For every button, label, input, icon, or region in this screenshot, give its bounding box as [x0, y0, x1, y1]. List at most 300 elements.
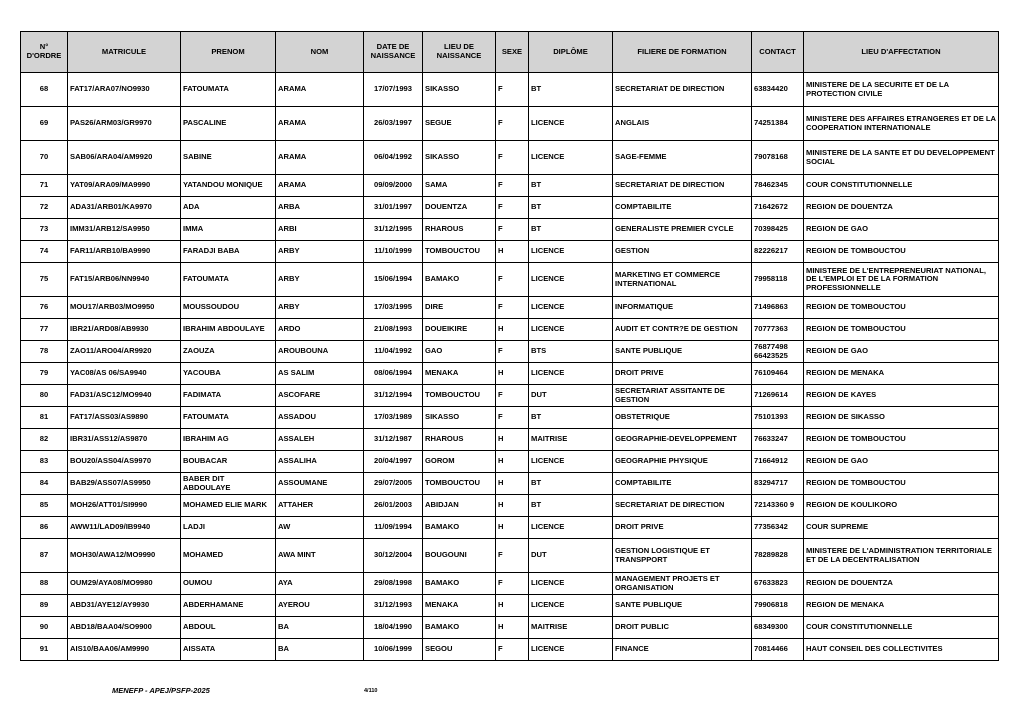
cell-sex: F	[496, 197, 529, 219]
cell-training-field: COMPTABILITE	[613, 197, 752, 219]
cell-contact: 76109464	[752, 363, 804, 385]
cell-assignment-place: REGION DE GAO	[804, 219, 999, 241]
cell-first-name: BOUBACAR	[181, 451, 276, 473]
cell-training-field: ANGLAIS	[613, 107, 752, 141]
cell-birth-date: 29/08/1998	[364, 573, 423, 595]
cell-matricule: YAT09/ARA09/MA9990	[68, 175, 181, 197]
cell-diploma: LICENCE	[529, 639, 613, 661]
cell-sex: F	[496, 73, 529, 107]
cell-sex: F	[496, 175, 529, 197]
cell-training-field: SECRETARIAT DE DIRECTION	[613, 73, 752, 107]
cell-birth-place: MENAKA	[423, 595, 496, 617]
cell-matricule: FAR11/ARB10/BA9990	[68, 241, 181, 263]
table-body	[21, 73, 999, 661]
cell-last-name: ARAMA	[276, 107, 364, 141]
cell-assignment-place: MINISTERE DE LA SANTE ET DU DEVELOPPEMENT SOCIAL	[804, 141, 999, 175]
cell-assignment-place: REGION DE KAYES	[804, 385, 999, 407]
cell-last-name: BA	[276, 617, 364, 639]
table-row	[21, 639, 999, 661]
cell-sex: H	[496, 429, 529, 451]
cell-matricule: ZAO11/ARO04/AR9920	[68, 341, 181, 363]
cell-contact: 71642672	[752, 197, 804, 219]
cell-order-number: 76	[21, 297, 68, 319]
cell-contact: 70814466	[752, 639, 804, 661]
table-row	[21, 429, 999, 451]
cell-order-number: 84	[21, 473, 68, 495]
cell-first-name: FATOUMATA	[181, 73, 276, 107]
cell-first-name: SABINE	[181, 141, 276, 175]
cell-diploma: BT	[529, 407, 613, 429]
cell-order-number: 87	[21, 539, 68, 573]
cell-birth-place: TOMBOUCTOU	[423, 385, 496, 407]
cell-birth-date: 20/04/1997	[364, 451, 423, 473]
cell-birth-date: 17/07/1993	[364, 73, 423, 107]
cell-diploma: LICENCE	[529, 595, 613, 617]
page-number: 4/110	[364, 688, 378, 694]
cell-sex: F	[496, 341, 529, 363]
cell-assignment-place: MINISTERE DE L'ADMINISTRATION TERRITORIALE ET DE LA DECENTRALISATION	[804, 539, 999, 573]
header-matricule: MATRICULE	[68, 32, 181, 73]
cell-contact: 79958118	[752, 263, 804, 297]
cell-assignment-place: REGION DE KOULIKORO	[804, 495, 999, 517]
cell-assignment-place: MINISTERE DES AFFAIRES ETRANGERES ET DE LA COOPERATION INTERNATIONALE	[804, 107, 999, 141]
header-diploma: DIPLÔME	[529, 32, 613, 73]
cell-diploma: LICENCE	[529, 363, 613, 385]
cell-diploma: LICENCE	[529, 319, 613, 341]
cell-matricule: ABD31/AYE12/AY9930	[68, 595, 181, 617]
header-sex: SEXE	[496, 32, 529, 73]
table-row	[21, 219, 999, 241]
cell-assignment-place: REGION DE DOUENTZA	[804, 197, 999, 219]
table-row	[21, 241, 999, 263]
cell-first-name: IBRAHIM AG	[181, 429, 276, 451]
cell-training-field: FINANCE	[613, 639, 752, 661]
cell-birth-place: TOMBOUCTOU	[423, 473, 496, 495]
table-row	[21, 617, 999, 639]
cell-birth-place: SIKASSO	[423, 73, 496, 107]
cell-contact: 75101393	[752, 407, 804, 429]
cell-sex: F	[496, 639, 529, 661]
cell-birth-date: 31/12/1994	[364, 385, 423, 407]
cell-birth-date: 10/06/1999	[364, 639, 423, 661]
table-row	[21, 573, 999, 595]
cell-first-name: BABER DIT ABDOULAYE	[181, 473, 276, 495]
cell-first-name: OUMOU	[181, 573, 276, 595]
cell-matricule: FAT17/ARA07/NO9930	[68, 73, 181, 107]
cell-order-number: 77	[21, 319, 68, 341]
cell-diploma: LICENCE	[529, 517, 613, 539]
cell-first-name: FATOUMATA	[181, 407, 276, 429]
cell-birth-date: 11/04/1992	[364, 341, 423, 363]
cell-training-field: SECRETARIAT DE DIRECTION	[613, 495, 752, 517]
header-first-name: PRENOM	[181, 32, 276, 73]
cell-birth-date: 31/12/1993	[364, 595, 423, 617]
cell-matricule: MOU17/ARB03/MO9950	[68, 297, 181, 319]
cell-first-name: MOHAMED ELIE MARK	[181, 495, 276, 517]
table-row	[21, 319, 999, 341]
cell-assignment-place: REGION DE TOMBOUCTOU	[804, 429, 999, 451]
table-row	[21, 517, 999, 539]
cell-last-name: ASSADOU	[276, 407, 364, 429]
cell-order-number: 75	[21, 263, 68, 297]
cell-sex: F	[496, 407, 529, 429]
cell-assignment-place: HAUT CONSEIL DES COLLECTIVITES	[804, 639, 999, 661]
cell-training-field: OBSTETRIQUE	[613, 407, 752, 429]
cell-birth-place: BAMAKO	[423, 517, 496, 539]
cell-first-name: AISSATA	[181, 639, 276, 661]
cell-birth-place: ABIDJAN	[423, 495, 496, 517]
cell-last-name: AWA MINT	[276, 539, 364, 573]
cell-contact: 71496863	[752, 297, 804, 319]
cell-training-field: GENERALISTE PREMIER CYCLE	[613, 219, 752, 241]
cell-diploma: LICENCE	[529, 141, 613, 175]
cell-contact: 71269614	[752, 385, 804, 407]
cell-last-name: BA	[276, 639, 364, 661]
cell-first-name: ADA	[181, 197, 276, 219]
cell-sex: H	[496, 495, 529, 517]
cell-training-field: GEOGRAPHIE-DEVELOPPEMENT	[613, 429, 752, 451]
cell-training-field: GEOGRAPHIE PHYSIQUE	[613, 451, 752, 473]
cell-contact: 70777363	[752, 319, 804, 341]
header-order-number: N° D'ORDRE	[21, 32, 68, 73]
cell-order-number: 91	[21, 639, 68, 661]
cell-sex: H	[496, 363, 529, 385]
cell-sex: H	[496, 517, 529, 539]
cell-contact: 72143360 9	[752, 495, 804, 517]
table-row	[21, 73, 999, 107]
cell-sex: F	[496, 141, 529, 175]
cell-last-name: ARBA	[276, 197, 364, 219]
cell-diploma: DUT	[529, 385, 613, 407]
cell-order-number: 80	[21, 385, 68, 407]
header-contact: CONTACT	[752, 32, 804, 73]
cell-matricule: YAC08/AS 06/SA9940	[68, 363, 181, 385]
cell-first-name: YACOUBA	[181, 363, 276, 385]
table-row	[21, 407, 999, 429]
cell-order-number: 71	[21, 175, 68, 197]
cell-training-field: DROIT PUBLIC	[613, 617, 752, 639]
cell-last-name: ATTAHER	[276, 495, 364, 517]
cell-contact: 77356342	[752, 517, 804, 539]
cell-training-field: SANTE PUBLIQUE	[613, 595, 752, 617]
cell-training-field: MARKETING ET COMMERCE INTERNATIONAL	[613, 263, 752, 297]
cell-diploma: BT	[529, 197, 613, 219]
cell-matricule: MOH30/AWA12/MO9990	[68, 539, 181, 573]
table-row	[21, 495, 999, 517]
cell-matricule: BOU20/ASS04/AS9970	[68, 451, 181, 473]
cell-birth-place: RHAROUS	[423, 429, 496, 451]
cell-last-name: ASSALIHA	[276, 451, 364, 473]
cell-order-number: 78	[21, 341, 68, 363]
cell-last-name: ASCOFARE	[276, 385, 364, 407]
cell-diploma: MAITRISE	[529, 429, 613, 451]
cell-last-name: AW	[276, 517, 364, 539]
cell-assignment-place: MINISTERE DE LA SECURITE ET DE LA PROTECTION CIVILE	[804, 73, 999, 107]
cell-last-name: ARBY	[276, 263, 364, 297]
cell-birth-date: 21/08/1993	[364, 319, 423, 341]
cell-matricule: FAT15/ARB06/NN9940	[68, 263, 181, 297]
cell-assignment-place: COUR CONSTITUTIONNELLE	[804, 617, 999, 639]
cell-birth-place: SEGOU	[423, 639, 496, 661]
cell-matricule: FAD31/ASC12/MO9940	[68, 385, 181, 407]
cell-last-name: AYA	[276, 573, 364, 595]
cell-first-name: ZAOUZA	[181, 341, 276, 363]
cell-order-number: 72	[21, 197, 68, 219]
cell-last-name: AROUBOUNA	[276, 341, 364, 363]
cell-sex: F	[496, 573, 529, 595]
cell-diploma: BT	[529, 473, 613, 495]
assignment-table	[20, 31, 999, 661]
cell-birth-date: 31/12/1987	[364, 429, 423, 451]
cell-contact: 63834420	[752, 73, 804, 107]
cell-sex: F	[496, 219, 529, 241]
cell-assignment-place: REGION DE TOMBOUCTOU	[804, 297, 999, 319]
cell-birth-place: BAMAKO	[423, 263, 496, 297]
cell-diploma: MAITRISE	[529, 617, 613, 639]
cell-sex: H	[496, 595, 529, 617]
cell-diploma: DUT	[529, 539, 613, 573]
cell-birth-date: 30/12/2004	[364, 539, 423, 573]
cell-contact: 79078168	[752, 141, 804, 175]
cell-first-name: MOUSSOUDOU	[181, 297, 276, 319]
table-row	[21, 385, 999, 407]
header-training-field: FILIERE DE FORMATION	[613, 32, 752, 73]
cell-training-field: DROIT PRIVE	[613, 363, 752, 385]
cell-matricule: IBR31/ASS12/AS9870	[68, 429, 181, 451]
cell-sex: F	[496, 107, 529, 141]
table-row	[21, 341, 999, 363]
table-row	[21, 473, 999, 495]
cell-first-name: LADJI	[181, 517, 276, 539]
table-row	[21, 141, 999, 175]
cell-contact: 70398425	[752, 219, 804, 241]
cell-order-number: 89	[21, 595, 68, 617]
cell-diploma: LICENCE	[529, 451, 613, 473]
cell-training-field: SECRETARIAT ASSITANTE DE GESTION	[613, 385, 752, 407]
cell-birth-date: 17/03/1995	[364, 297, 423, 319]
cell-matricule: IBR21/ARD08/AB9930	[68, 319, 181, 341]
cell-sex: F	[496, 263, 529, 297]
table-row	[21, 595, 999, 617]
cell-order-number: 82	[21, 429, 68, 451]
cell-contact: 83294717	[752, 473, 804, 495]
cell-contact: 82226217	[752, 241, 804, 263]
cell-birth-place: MENAKA	[423, 363, 496, 385]
cell-last-name: ARBI	[276, 219, 364, 241]
cell-diploma: LICENCE	[529, 297, 613, 319]
cell-assignment-place: MINISTERE DE L'ENTREPRENEURIAT NATIONAL, DE L'EMPLOI ET DE LA FORMATION PROFESSIONNELLE	[804, 263, 999, 297]
cell-training-field: MANAGEMENT PROJETS ET ORGANISATION	[613, 573, 752, 595]
cell-matricule: AIS10/BAA06/AM9990	[68, 639, 181, 661]
cell-last-name: AYEROU	[276, 595, 364, 617]
cell-diploma: LICENCE	[529, 107, 613, 141]
cell-assignment-place: REGION DE DOUENTZA	[804, 573, 999, 595]
cell-birth-date: 06/04/1992	[364, 141, 423, 175]
cell-birth-place: SAMA	[423, 175, 496, 197]
cell-diploma: BT	[529, 495, 613, 517]
cell-matricule: SAB06/ARA04/AM9920	[68, 141, 181, 175]
cell-sex: H	[496, 473, 529, 495]
cell-order-number: 83	[21, 451, 68, 473]
cell-first-name: ABDOUL	[181, 617, 276, 639]
cell-sex: H	[496, 451, 529, 473]
cell-matricule: OUM29/AYA08/MO9980	[68, 573, 181, 595]
cell-last-name: ASSOUMANE	[276, 473, 364, 495]
cell-order-number: 86	[21, 517, 68, 539]
cell-assignment-place: REGION DE TOMBOUCTOU	[804, 473, 999, 495]
cell-diploma: BT	[529, 175, 613, 197]
table-row	[21, 363, 999, 385]
table-row	[21, 263, 999, 297]
cell-diploma: BT	[529, 73, 613, 107]
cell-diploma: LICENCE	[529, 241, 613, 263]
cell-matricule: FAT17/ASS03/AS9890	[68, 407, 181, 429]
cell-birth-date: 15/06/1994	[364, 263, 423, 297]
cell-contact: 76633247	[752, 429, 804, 451]
cell-matricule: ABD18/BAA04/SO9900	[68, 617, 181, 639]
cell-contact: 78462345	[752, 175, 804, 197]
cell-birth-date: 17/03/1989	[364, 407, 423, 429]
cell-last-name: AS SALIM	[276, 363, 364, 385]
cell-contact: 71664912	[752, 451, 804, 473]
cell-sex: H	[496, 319, 529, 341]
cell-assignment-place: COUR SUPREME	[804, 517, 999, 539]
cell-order-number: 73	[21, 219, 68, 241]
cell-contact: 78289828	[752, 539, 804, 573]
cell-assignment-place: COUR CONSTITUTIONNELLE	[804, 175, 999, 197]
cell-birth-place: DIRE	[423, 297, 496, 319]
table-header-row	[21, 32, 999, 73]
cell-last-name: ASSALEH	[276, 429, 364, 451]
cell-birth-date: 29/07/2005	[364, 473, 423, 495]
cell-birth-date: 18/04/1990	[364, 617, 423, 639]
cell-birth-date: 11/10/1999	[364, 241, 423, 263]
table-row	[21, 175, 999, 197]
cell-birth-place: SIKASSO	[423, 407, 496, 429]
cell-order-number: 88	[21, 573, 68, 595]
header-assignment-place: LIEU D'AFFECTATION	[804, 32, 999, 73]
cell-birth-place: DOUENTZA	[423, 197, 496, 219]
cell-training-field: COMPTABILITE	[613, 473, 752, 495]
cell-contact: 67633823	[752, 573, 804, 595]
cell-last-name: ARBY	[276, 241, 364, 263]
cell-training-field: SAGE-FEMME	[613, 141, 752, 175]
cell-first-name: MOHAMED	[181, 539, 276, 573]
cell-training-field: SANTE PUBLIQUE	[613, 341, 752, 363]
header-birth-date: DATE DE NAISSANCE	[364, 32, 423, 73]
cell-birth-place: SEGUE	[423, 107, 496, 141]
cell-assignment-place: REGION DE MENAKA	[804, 595, 999, 617]
cell-last-name: ARDO	[276, 319, 364, 341]
cell-training-field: GESTION LOGISTIQUE ET TRANSPPORT	[613, 539, 752, 573]
cell-first-name: IBRAHIM ABDOULAYE	[181, 319, 276, 341]
cell-matricule: MOH26/ATT01/SI9990	[68, 495, 181, 517]
cell-birth-place: BAMAKO	[423, 617, 496, 639]
cell-birth-date: 09/09/2000	[364, 175, 423, 197]
cell-matricule: BAB29/ASS07/AS9950	[68, 473, 181, 495]
cell-matricule: IMM31/ARB12/SA9950	[68, 219, 181, 241]
cell-birth-place: TOMBOUCTOU	[423, 241, 496, 263]
cell-birth-date: 31/01/1997	[364, 197, 423, 219]
cell-first-name: ABDERHAMANE	[181, 595, 276, 617]
cell-sex: F	[496, 297, 529, 319]
document-footer: MENEFP - APEJ/PSFP-2025	[112, 686, 210, 695]
cell-birth-place: DOUEIKIRE	[423, 319, 496, 341]
cell-first-name: FARADJI BABA	[181, 241, 276, 263]
cell-contact: 74251384	[752, 107, 804, 141]
cell-first-name: FATOUMATA	[181, 263, 276, 297]
cell-sex: F	[496, 385, 529, 407]
cell-last-name: ARAMA	[276, 73, 364, 107]
cell-matricule: ADA31/ARB01/KA9970	[68, 197, 181, 219]
table-row	[21, 197, 999, 219]
cell-sex: F	[496, 539, 529, 573]
cell-order-number: 79	[21, 363, 68, 385]
header-last-name: NOM	[276, 32, 364, 73]
cell-first-name: PASCALINE	[181, 107, 276, 141]
cell-last-name: ARBY	[276, 297, 364, 319]
cell-order-number: 85	[21, 495, 68, 517]
cell-order-number: 70	[21, 141, 68, 175]
cell-diploma: LICENCE	[529, 573, 613, 595]
cell-last-name: ARAMA	[276, 175, 364, 197]
cell-assignment-place: REGION DE GAO	[804, 341, 999, 363]
cell-order-number: 74	[21, 241, 68, 263]
cell-birth-date: 08/06/1994	[364, 363, 423, 385]
cell-assignment-place: REGION DE MENAKA	[804, 363, 999, 385]
cell-matricule: AWW11/LAD09/IB9940	[68, 517, 181, 539]
cell-birth-place: GOROM	[423, 451, 496, 473]
cell-order-number: 69	[21, 107, 68, 141]
cell-diploma: BTS	[529, 341, 613, 363]
cell-assignment-place: REGION DE TOMBOUCTOU	[804, 319, 999, 341]
cell-assignment-place: REGION DE SIKASSO	[804, 407, 999, 429]
cell-training-field: AUDIT ET CONTR?E DE GESTION	[613, 319, 752, 341]
cell-training-field: DROIT PRIVE	[613, 517, 752, 539]
table-row	[21, 451, 999, 473]
cell-birth-date: 26/03/1997	[364, 107, 423, 141]
cell-order-number: 90	[21, 617, 68, 639]
cell-sex: H	[496, 241, 529, 263]
table-row	[21, 539, 999, 573]
cell-diploma: BT	[529, 219, 613, 241]
cell-matricule: PAS26/ARM03/GR9970	[68, 107, 181, 141]
cell-birth-place: GAO	[423, 341, 496, 363]
cell-first-name: IMMA	[181, 219, 276, 241]
cell-birth-date: 26/01/2003	[364, 495, 423, 517]
cell-birth-place: BAMAKO	[423, 573, 496, 595]
cell-birth-place: RHAROUS	[423, 219, 496, 241]
cell-assignment-place: REGION DE GAO	[804, 451, 999, 473]
cell-training-field: GESTION	[613, 241, 752, 263]
cell-last-name: ARAMA	[276, 141, 364, 175]
header-birth-place: LIEU DE NAISSANCE	[423, 32, 496, 73]
cell-order-number: 68	[21, 73, 68, 107]
table-row	[21, 297, 999, 319]
cell-order-number: 81	[21, 407, 68, 429]
cell-sex: H	[496, 617, 529, 639]
table-row	[21, 107, 999, 141]
cell-birth-date: 31/12/1995	[364, 219, 423, 241]
cell-birth-date: 11/09/1994	[364, 517, 423, 539]
cell-training-field: INFORMATIQUE	[613, 297, 752, 319]
cell-training-field: SECRETARIAT DE DIRECTION	[613, 175, 752, 197]
cell-assignment-place: REGION DE TOMBOUCTOU	[804, 241, 999, 263]
cell-birth-place: SIKASSO	[423, 141, 496, 175]
cell-diploma: LICENCE	[529, 263, 613, 297]
cell-contact: 79906818	[752, 595, 804, 617]
cell-contact: 76877498 66423525	[752, 341, 804, 363]
